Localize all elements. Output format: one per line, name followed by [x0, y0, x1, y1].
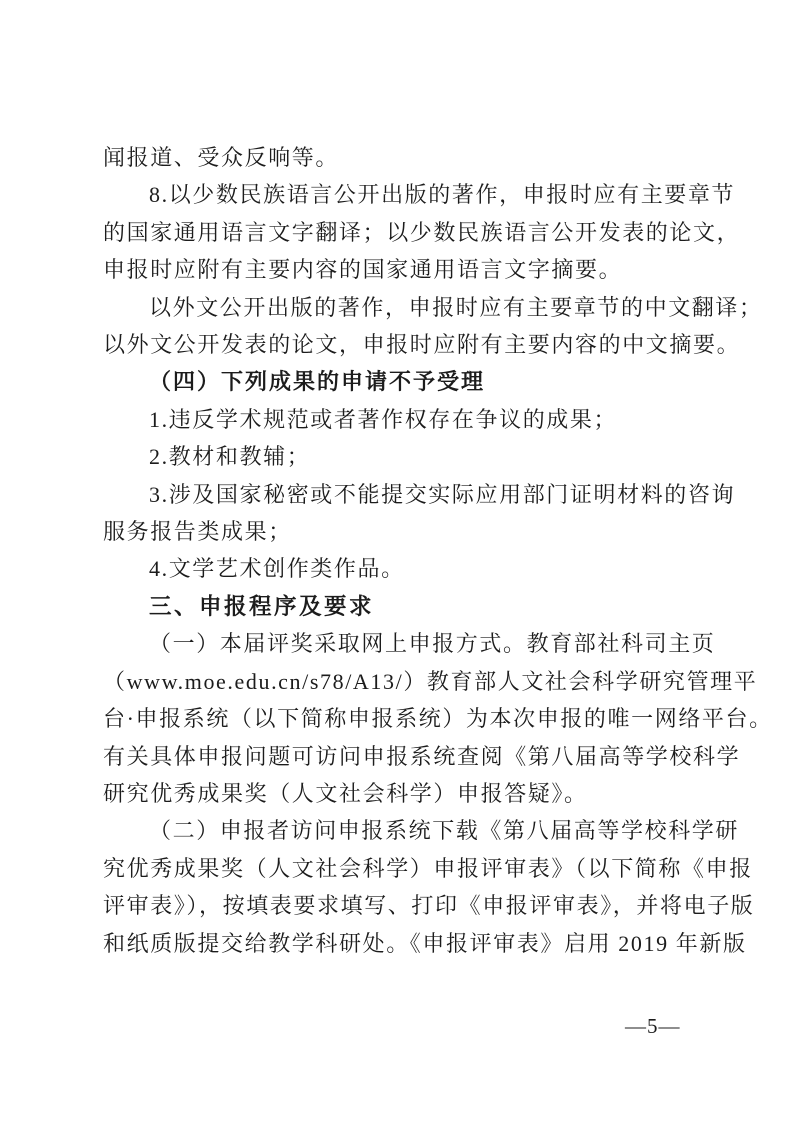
text-line: 8.以少数民族语言公开出版的著作，申报时应有主要章节: [149, 182, 736, 208]
page-number: —5—: [625, 1014, 681, 1038]
section-heading: 三、申报程序及要求: [149, 593, 375, 619]
text-line: 研究优秀成果奖（人文社会科学）申报答疑》。: [103, 780, 588, 806]
text-line: （一）本届评奖采取网上申报方式。教育部社科司主页: [149, 631, 716, 657]
text-line: 2.教材和教辅；: [149, 444, 311, 470]
text-line: 1.违反学术规范或者著作权存在争议的成果；: [149, 406, 618, 432]
section-heading: （四）下列成果的申请不予受理: [149, 369, 486, 395]
text-line: 4.文学艺术创作类作品。: [149, 556, 405, 582]
document-body: [103, 139, 773, 962]
text-line: 以外文公开出版的著作，申报时应有主要章节的中文翻译；: [149, 294, 763, 320]
text-line: 申报时应附有主要内容的国家通用语言文字摘要。: [103, 257, 623, 283]
text-line: 有关具体申报问题可访问申报系统查阅《第八届高等学校科学: [103, 743, 741, 769]
text-line: 评审表》），按填表要求填写、打印《申报评审表》，并将电子版: [103, 893, 755, 919]
text-line: 闻报道、受众反响等。: [103, 145, 340, 170]
text-line: 以外文公开发表的论文，申报时应附有主要内容的中文摘要。: [103, 332, 741, 358]
text-line: 的国家通用语言文字翻译；以少数民族语言公开发表的论文，: [103, 219, 741, 245]
text-line: 和纸质版提交给教学科研处。《申报评审表》启用 2019 年新版: [103, 930, 747, 956]
text-line: 服务报告类成果；: [103, 519, 292, 545]
text-line: （二）申报者访问申报系统下载《第八届高等学校科学研: [149, 818, 740, 844]
text-line: 究优秀成果奖（人文社会科学）申报评审表》（以下简称《申报: [103, 855, 753, 881]
text-line: 台·申报系统（以下简称申报系统）为本次申报的唯一网络平台。: [103, 706, 773, 732]
text-line: 3.涉及国家秘密或不能提交实际应用部门证明材料的咨询: [149, 481, 736, 507]
text-line: （www.moe.edu.cn/s78/A13/）教育部人文社会科学研究管理平: [103, 668, 758, 694]
